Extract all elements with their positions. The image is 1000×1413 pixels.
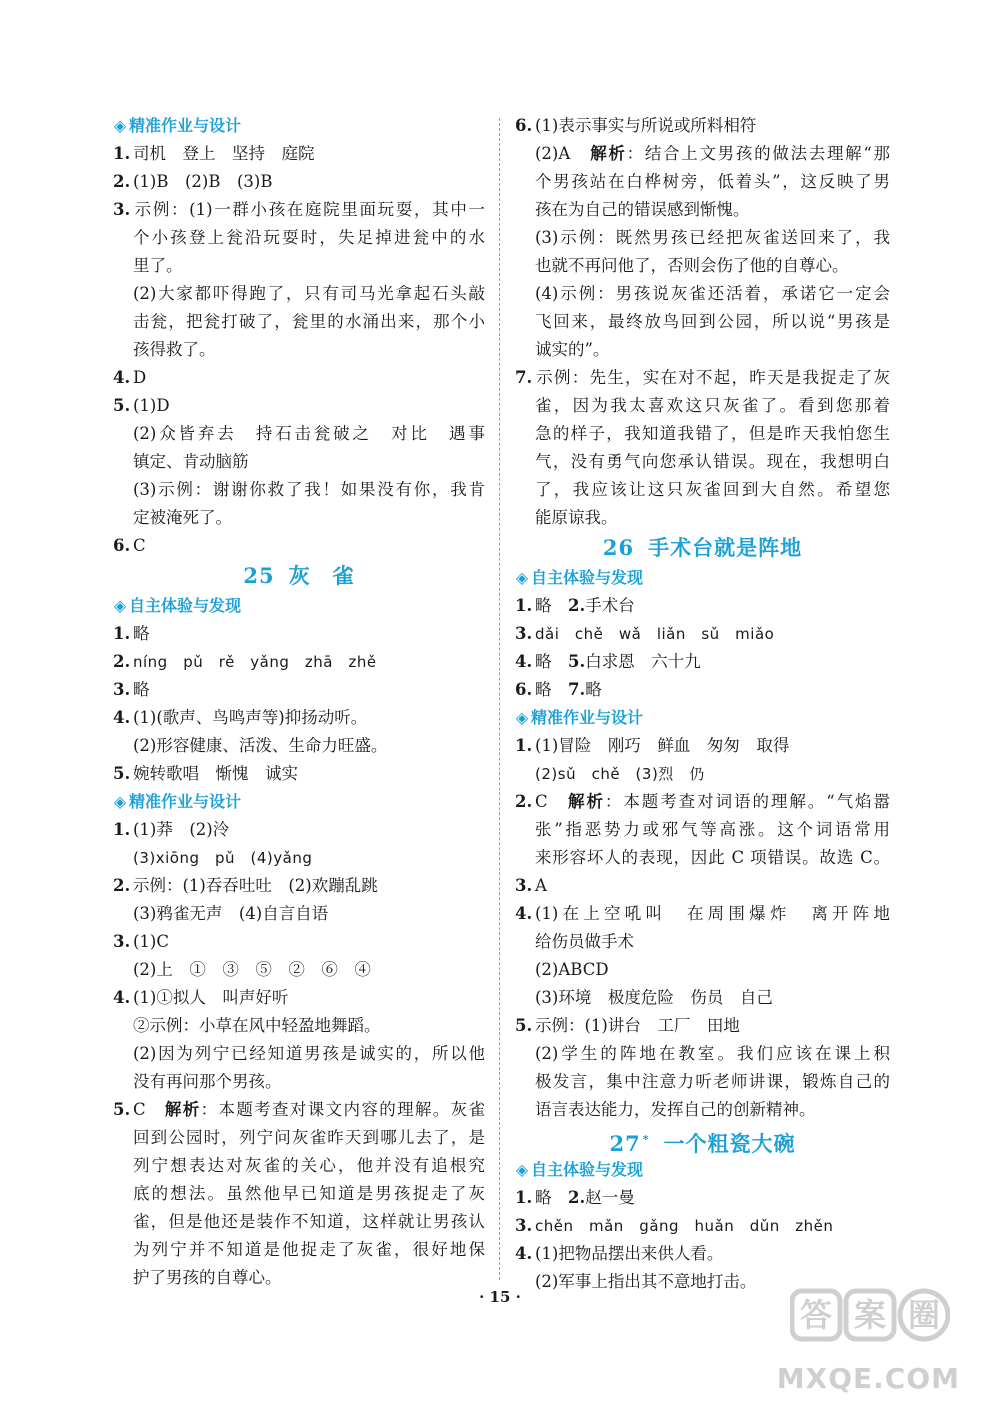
answer-line (113, 532, 485, 560)
answer-text: ：本题考查对词语的理解。“气焰嚣 (604, 792, 890, 811)
answer-line (113, 648, 485, 676)
watermark-text: MXQE.COM (776, 1362, 960, 1395)
answer-line (113, 816, 485, 844)
answer-continuation (113, 1152, 485, 1180)
question-number: 7. (568, 680, 586, 699)
answer-line (515, 900, 890, 928)
lesson-title (515, 532, 890, 564)
answer-line (515, 1212, 890, 1240)
answer-text: 给伤员做手术 (535, 932, 634, 951)
answer-continuation (515, 140, 890, 168)
answer-text: 示例：(1)讲台 工厂 田地 (535, 1016, 740, 1035)
section-heading-text: 精准作业与设计 (531, 708, 644, 727)
question-number: 1. (515, 1188, 533, 1207)
answer-text: C (133, 1100, 165, 1119)
answer-continuation (515, 984, 890, 1012)
lesson-title-text: 手术台就是阵地 (648, 536, 803, 560)
answer-continuation (515, 956, 890, 984)
question-number: 5. (113, 764, 131, 783)
question-number: 3. (113, 200, 131, 219)
question-number: 4. (113, 708, 131, 727)
answer-continuation (515, 196, 890, 224)
answer-continuation (515, 448, 890, 476)
answer-text: (1)冒险 刚巧 鲜血 匆匆 取得 (535, 736, 790, 755)
question-number: 3. (113, 932, 131, 951)
answer-continuation (515, 816, 890, 844)
answer-text: (1)C (133, 932, 169, 951)
answer-line (113, 704, 485, 732)
answer-text: 没有再问那个男孩。 (133, 1072, 282, 1091)
question-number: 6. (515, 116, 533, 135)
answer-continuation (515, 336, 890, 364)
answer-continuation (515, 504, 890, 532)
question-number: 2. (568, 596, 586, 615)
answer-text: ：本题考查对课文内容的理解。灰雀 (200, 1100, 485, 1119)
question-number: 2. (515, 792, 533, 811)
answer-text: 雀，因为我太喜欢这只灰雀了。看到您那着 (535, 396, 890, 415)
answer-line (515, 788, 890, 816)
answer-continuation (113, 956, 485, 984)
lesson-title-text: 一个粗瓷大碗 (663, 1132, 796, 1156)
question-number: 2. (113, 172, 131, 191)
answer-text: (2)军事上指出其不意地打击。 (535, 1272, 757, 1291)
section-heading-text: 自主体验与发现 (129, 596, 242, 615)
answer-continuation (113, 420, 485, 448)
answer-text: (3)环境 极度危险 伤员 自己 (535, 988, 773, 1007)
answer-text: (1)把物品摆出来供人看。 (535, 1244, 724, 1263)
lesson-title-text: 灰 雀 (288, 564, 355, 588)
answer-continuation (515, 308, 890, 336)
answer-text: 孩在为自己的错误感到惭愧。 (535, 200, 750, 219)
diamond-bullet-icon: ◈ (113, 116, 127, 135)
answer-text: 略 (585, 680, 602, 699)
answer-line (515, 676, 890, 704)
answer-continuation (113, 252, 485, 280)
answer-line (113, 196, 485, 224)
answer-continuation (113, 476, 485, 504)
answer-text: 诚实的”。 (535, 340, 610, 359)
answer-continuation (515, 1068, 890, 1096)
answer-text: (4)示例：男孩说灰雀还活着，承诺它一定会 (535, 284, 890, 303)
column-divider (499, 118, 500, 1280)
answer-text: 语言表达能力，发挥自己的创新精神。 (535, 1100, 816, 1119)
answer-text: 极发言，集中注意力听老师讲课，锻炼自己的 (535, 1072, 890, 1091)
answer-continuation (515, 168, 890, 196)
answer-line (515, 732, 890, 760)
answer-text: 示例：先生，实在对不起，昨天是我捉走了灰 (535, 368, 890, 387)
diamond-bullet-icon: ◈ (515, 568, 529, 587)
answer-line (113, 984, 485, 1012)
answer-text: C (535, 792, 569, 811)
answer-line (113, 1096, 485, 1124)
diamond-bullet-icon: ◈ (515, 1160, 529, 1179)
answer-continuation (113, 1012, 485, 1040)
answer-continuation (113, 448, 485, 476)
answer-text: 了，我应该让这只灰雀回到大自然。希望您 (535, 480, 890, 499)
answer-line (515, 1240, 890, 1268)
answer-line (515, 592, 890, 620)
answer-text: 婉转歌唱 惭愧 诚实 (133, 764, 298, 783)
answer-line (113, 392, 485, 420)
answer-text: (1)B (2)B (3)B (133, 172, 273, 191)
question-number: 2. (568, 1188, 586, 1207)
answer-line (113, 140, 485, 168)
question-number: 2. (113, 876, 131, 895)
answer-continuation (515, 392, 890, 420)
answer-text: 略 (535, 1188, 568, 1207)
watermark-logo-char: 案 (853, 1296, 887, 1334)
answer-continuation (515, 280, 890, 308)
answer-continuation (515, 1096, 890, 1124)
question-number: 7. (515, 368, 533, 387)
answer-line (113, 364, 485, 392)
question-number: 3. (113, 680, 131, 699)
answer-text: 来形容坏人的表现，因此 C 项错误。故选 C。 (535, 848, 890, 867)
answer-text: A (535, 876, 547, 895)
lesson-title (515, 1124, 890, 1156)
lesson-number: 26 (602, 535, 635, 560)
answer-text: 白求恩 六十九 (585, 652, 701, 671)
answer-text: chěn mǎn gǎng huǎn dǔn zhěn (535, 1217, 834, 1235)
question-number: 1. (113, 820, 131, 839)
answer-continuation (113, 224, 485, 252)
answer-continuation (113, 336, 485, 364)
answer-text: (2)众皆弃去 持石击瓮破之 对比 遇事 (133, 424, 485, 443)
answer-line (113, 928, 485, 956)
question-number: 5. (113, 396, 131, 415)
section-heading (515, 704, 890, 732)
answer-line (113, 760, 485, 788)
question-number: 4. (113, 988, 131, 1007)
answer-continuation (113, 844, 485, 872)
answer-continuation (113, 1236, 485, 1264)
watermark (776, 1285, 960, 1395)
answer-text: (2)因为列宁已经知道男孩是诚实的，所以他 (133, 1044, 485, 1063)
answer-line (515, 112, 890, 140)
answer-text: 略 (535, 652, 568, 671)
answer-continuation (515, 760, 890, 788)
answer-line (515, 1012, 890, 1040)
answer-line (113, 168, 485, 196)
question-number: 5. (568, 652, 586, 671)
answer-text: 示例：(1)一群小孩在庭院里面玩耍，其中一 (133, 200, 485, 219)
analysis-label: 解析 (568, 792, 605, 811)
answer-continuation (515, 928, 890, 956)
question-number: 5. (113, 1100, 131, 1119)
question-number: 3. (515, 1216, 533, 1235)
answer-text: níng pǔ rě yǎng zhā zhě (133, 653, 377, 671)
answer-continuation (515, 844, 890, 872)
lesson-number: 25 (243, 563, 275, 588)
answer-text: (3)鸦雀无声 (4)自言自语 (133, 904, 329, 923)
answer-text: D (133, 368, 147, 387)
answer-continuation (113, 1068, 485, 1096)
answer-text: 镇定、肯动脑筋 (133, 452, 249, 471)
answer-text: (3)xiōng pǔ (4)yǎng (133, 849, 313, 867)
diamond-bullet-icon: ◈ (113, 792, 127, 811)
answer-text: 雀，但是他还是装作不知道，这样就让男孩认 (133, 1212, 485, 1231)
answer-text: 司机 登上 坚持 庭院 (133, 144, 315, 163)
left-column (113, 112, 485, 1292)
answer-line (113, 620, 485, 648)
answer-text: (1)(歌声、鸟鸣声等)抑扬动听。 (133, 708, 368, 727)
answer-continuation (113, 1040, 485, 1068)
question-number: 1. (515, 596, 533, 615)
question-number: 3. (515, 876, 533, 895)
question-number: 1. (113, 624, 131, 643)
answer-text: (2)形容健康、活泼、生命力旺盛。 (133, 736, 388, 755)
answer-text: 略 (133, 624, 150, 643)
answer-text: (1)在上空吼叫 在周围爆炸 离开阵地 (535, 904, 890, 923)
answer-text: (2)A (535, 144, 591, 163)
answer-text: (3)示例：既然男孩已经把灰雀送回来了，我 (535, 228, 890, 247)
question-number: 6. (113, 536, 131, 555)
answer-text: (2)sǔ chě (3)烈 仍 (535, 765, 705, 783)
answer-continuation (515, 476, 890, 504)
question-number: 3. (515, 624, 533, 643)
answer-text: 张”指恶势力或邪气等高涨。这个词语常用 (535, 820, 890, 839)
watermark-logo-icon (790, 1285, 950, 1345)
diamond-bullet-icon: ◈ (515, 708, 529, 727)
answer-text: C (133, 536, 146, 555)
answer-text: (2)学生的阵地在教室。我们应该在课上积 (535, 1044, 890, 1063)
answer-text: 赵一曼 (585, 1188, 635, 1207)
answer-text: 能原谅我。 (535, 508, 618, 527)
answer-text: (1)①拟人 叫声好听 (133, 988, 289, 1007)
answer-continuation (113, 732, 485, 760)
answer-line (515, 648, 890, 676)
question-number: 6. (515, 680, 533, 699)
answer-text: 回到公园时，列宁问灰雀昨天到哪儿去了，是 (133, 1128, 485, 1147)
answer-line (515, 364, 890, 392)
question-number: 4. (113, 368, 131, 387)
answer-text: (2)大家都吓得跑了，只有司马光拿起石头敲 (133, 284, 485, 303)
answer-text: 个男孩站在白桦树旁，低着头”，这反映了男 (535, 172, 890, 191)
answer-text: 急的样子，我知道我错了，但是昨天我怕您生 (535, 424, 890, 443)
page-number: · 15 · (479, 1288, 521, 1306)
answer-text: 也就不再问他了，否则会伤了他的自尊心。 (535, 256, 849, 275)
answer-text: 击瓮，把瓮打破了，瓮里的水涌出来，那个小 (133, 312, 485, 331)
watermark-logo-char: 答 (799, 1296, 833, 1334)
watermark-logo-char: 圈 (907, 1296, 941, 1334)
section-heading (113, 112, 485, 140)
answer-text: 定被淹死了。 (133, 508, 232, 527)
answer-text: (1)D (133, 396, 170, 415)
answer-text: (2)ABCD (535, 960, 609, 979)
diamond-bullet-icon: ◈ (113, 596, 127, 615)
lesson-title (113, 560, 485, 592)
answer-text: (3)示例：谢谢你救了我！如果没有你，我肯 (133, 480, 485, 499)
answer-text: (2)上 ① ③ ⑤ ② ⑥ ④ (133, 960, 371, 979)
answer-text: 护了男孩的自尊心。 (133, 1268, 282, 1287)
question-number: 1. (113, 144, 131, 163)
answer-text: dǎi chě wǎ liǎn sǔ miǎo (535, 625, 775, 643)
answer-text: 底的想法。虽然他早已知道是男孩捉走了灰 (133, 1184, 485, 1203)
answer-text: 气，没有勇气向您承认错误。现在，我想明白 (535, 452, 890, 471)
section-heading (113, 788, 485, 816)
answer-line (515, 620, 890, 648)
answer-text: (1)表示事实与所说或所料相符 (535, 116, 757, 135)
answer-text: 手术台 (585, 596, 635, 615)
right-column (515, 112, 890, 1296)
answer-continuation (113, 900, 485, 928)
answer-text: 里了。 (133, 256, 183, 275)
lesson-number: 27 (609, 1131, 641, 1156)
answer-text: (1)莽 (2)泠 (133, 820, 230, 839)
question-number: 4. (515, 904, 533, 923)
answer-continuation (113, 1180, 485, 1208)
answer-continuation (113, 1124, 485, 1152)
answer-continuation (515, 420, 890, 448)
answer-continuation (113, 308, 485, 336)
answer-text: 为列宁并不知道是他捉走了灰雀，很好地保 (133, 1240, 485, 1259)
question-number: 2. (113, 652, 131, 671)
answer-continuation (113, 504, 485, 532)
section-heading-text: 精准作业与设计 (129, 792, 242, 811)
section-heading (113, 592, 485, 620)
answer-line (113, 872, 485, 900)
answer-continuation (113, 1208, 485, 1236)
section-heading (515, 1156, 890, 1184)
answer-text: 孩得救了。 (133, 340, 216, 359)
section-heading-text: 自主体验与发现 (531, 568, 644, 587)
question-number: 4. (515, 652, 533, 671)
answer-continuation (515, 1040, 890, 1068)
section-heading (515, 564, 890, 592)
question-number: 5. (515, 1016, 533, 1035)
answer-text: 略 (133, 680, 150, 699)
answer-continuation (515, 252, 890, 280)
analysis-label: 解析 (164, 1100, 201, 1119)
analysis-label: 解析 (590, 144, 627, 163)
answer-text: 飞回来，最终放鸟回到公园，所以说“男孩是 (535, 312, 890, 331)
section-heading-text: 自主体验与发现 (531, 1160, 644, 1179)
answer-text: 个小孩登上瓮沿玩耍时，失足掉进瓮中的水 (133, 228, 485, 247)
answer-text: 列宁想表达对灰雀的关心，他并没有追根究 (133, 1156, 485, 1175)
answer-text: 略 (535, 680, 568, 699)
section-heading-text: 精准作业与设计 (129, 116, 242, 135)
question-number: 4. (515, 1244, 533, 1263)
answer-text: 示例：(1)吞吞吐吐 (2)欢蹦乱跳 (133, 876, 378, 895)
answer-line (515, 872, 890, 900)
answer-line (113, 676, 485, 704)
question-number: 1. (515, 736, 533, 755)
answer-text: ：结合上文男孩的做法去理解“那 (626, 144, 890, 163)
optional-lesson-mark: * (642, 1133, 650, 1146)
answer-text: 略 (535, 596, 568, 615)
answer-continuation (113, 280, 485, 308)
answer-continuation (515, 224, 890, 252)
answer-text: ②示例：小草在风中轻盈地舞蹈。 (133, 1016, 381, 1035)
answer-line (515, 1184, 890, 1212)
